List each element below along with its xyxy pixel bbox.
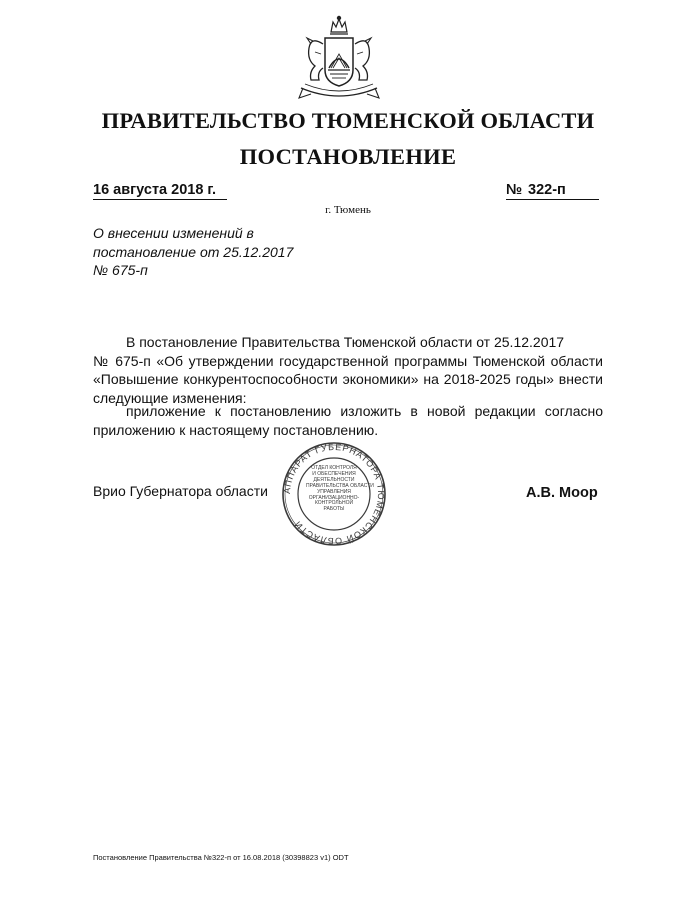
subject-line: № 675-п <box>93 262 148 278</box>
body-line: В постановление Правительства Тюменской области от 25.12.2017 <box>126 334 565 350</box>
stamp-inner-line: ОРГАНИЗАЦИОННО- <box>308 494 360 501</box>
number-value: 322-п <box>528 182 566 198</box>
signatory-name: А.В. Моор <box>526 485 598 501</box>
stamp-inner-line: УПРАВЛЕНИЯ <box>317 488 351 495</box>
document-type: ПОСТАНОВЛЕНИЕ <box>239 144 457 169</box>
stamp-inner-line: ОТДЕЛ КОНТРОЛЯ <box>311 465 357 471</box>
document-subject <box>93 224 323 280</box>
body-line: приложение к постановлению изложить в новой редакции согласно <box>126 403 603 419</box>
stamp-outer-text: АППАРАТ ГУБЕРНАТОРА ТЮМЕНСКОЙ ОБЛАСТИ <box>281 441 387 547</box>
subject-line: О внесении изменений в <box>93 225 254 241</box>
document-date: 16 августа 2018 г. <box>93 182 227 200</box>
signatory-position: Врио Губернатора области <box>93 483 268 499</box>
body-line: № 675-п «Об утверждении государственной программы Тюменской области <box>93 352 603 369</box>
government-title: ПРАВИТЕЛЬСТВО ТЮМЕНСКОЙ ОБЛАСТИ <box>101 108 595 133</box>
footer-note: Постановление Правительства №322-п от 16.08.2018 (30398823 v1) ODT <box>93 853 349 862</box>
document-number <box>506 182 599 200</box>
coat-of-arms-icon <box>289 14 389 104</box>
city: г. Тюмень <box>325 204 371 216</box>
body-line: следующие изменения: <box>93 389 247 406</box>
body-line: приложению к настоящему постановлению. <box>93 421 379 438</box>
stamp-inner-line: И ОБЕСПЕЧЕНИЯ <box>312 470 356 477</box>
stamp-inner-line: КОНТРОЛЬНОЙ <box>314 500 354 507</box>
stamp-inner-line: РАБОТЫ <box>323 506 345 513</box>
stamp-inner-text <box>306 465 374 513</box>
stamp-inner-line: ДЕЯТЕЛЬНОСТИ <box>313 476 355 483</box>
body-line: «Повышение конкурентоспособности экономики» на 2018-2025 годы» внести <box>93 371 603 387</box>
body-paragraph <box>93 402 603 439</box>
number-sign: № <box>506 182 523 198</box>
stamp-inner-line: ПРАВИТЕЛЬСТВА ОБЛАСТИ <box>306 482 374 489</box>
subject-line: постановление от 25.12.2017 <box>93 243 294 260</box>
body-paragraph <box>93 333 603 407</box>
